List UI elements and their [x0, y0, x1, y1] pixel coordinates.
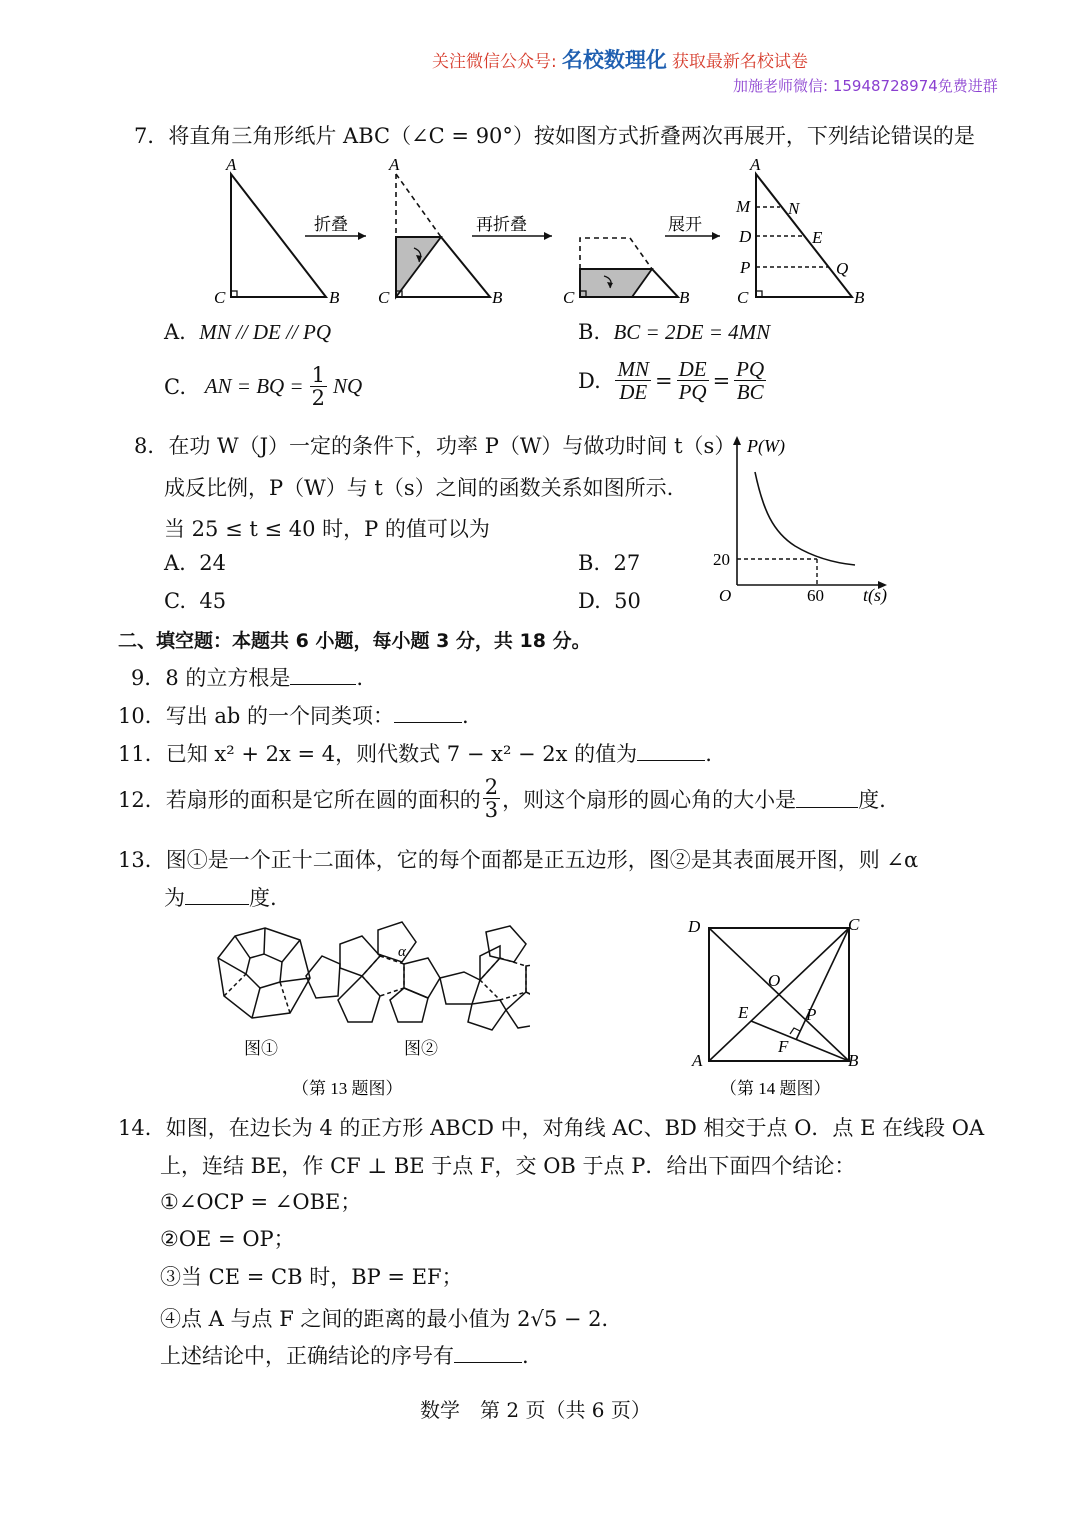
header-wechat: 加施老师微信: 15948728974免费进群: [733, 77, 998, 95]
page-footer: 数学 第 2 页（共 6 页）: [420, 1398, 651, 1422]
dodecahedron-net-figure: [306, 922, 530, 1030]
q12: 12．若扇形的面积是它所在圆的面积的 $\frac{2}{3}$ ，则这个扇形的圆心角的大小是 度.: [118, 775, 886, 823]
q8-line3: 当 25 ≤ t ≤ 40 时，P 的值可以为: [164, 517, 490, 541]
q14-figure: [680, 908, 880, 1108]
unfold-label: 展开: [668, 215, 702, 234]
svg-text:Q: Q: [836, 259, 849, 278]
q9-answer-blank[interactable]: [290, 666, 356, 685]
q10-answer-blank[interactable]: [394, 704, 462, 723]
header-brand: 名校数理化: [561, 48, 667, 72]
q13-figures: [210, 918, 530, 1098]
header-prefix: 关注微信公众号:: [432, 52, 557, 72]
header-line1: [432, 44, 808, 74]
graph-xlabel: t(s): [863, 585, 887, 605]
q8-line2: 成反比例，P（W）与 t（s）之间的函数关系如图所示.: [164, 476, 674, 500]
svg-text:A: A: [750, 155, 761, 174]
q11: 11．已知 x² + 2x = 4，则代数式 7 − x² − 2x 的值为 .: [118, 742, 712, 766]
svg-text:O: O: [768, 971, 781, 990]
q13-answer-blank[interactable]: [185, 886, 249, 905]
svg-text:B: B: [854, 288, 865, 307]
svg-text:C: C: [214, 288, 226, 307]
svg-text:E: E: [738, 1003, 749, 1022]
q8-line1: 8．在功 W（J）一定的条件下，功率 P（W）与做功时间 t（s）: [134, 434, 736, 458]
q12-answer-blank[interactable]: [796, 789, 858, 808]
q13-caption: （第 13 题图）: [292, 1079, 403, 1098]
frac-half: $\frac{1}{2}$: [311, 363, 325, 411]
alpha-label: α: [398, 944, 406, 960]
svg-text:C: C: [563, 288, 575, 307]
q14-line1: 14．如图，在边长为 4 的正方形 ABCD 中，对角线 AC、BD 相交于点 O．点 E 在线段 OA: [118, 1116, 985, 1140]
q8-graph: [705, 430, 915, 610]
q7-stem: 7．将直角三角形纸片 ABC（∠C = 90°）按如图方式折叠两次再展开，下列结论错误的是: [134, 124, 975, 148]
q8-option-d: D. 50: [578, 589, 641, 613]
svg-text:B: B: [848, 1051, 859, 1070]
graph-ylabel: P(W): [747, 436, 785, 456]
q7-figure: [200, 152, 890, 312]
q14-conclusion-4: ④点 A 与点 F 之间的距离的最小值为 2√5 − 2．: [160, 1307, 623, 1331]
graph-ytick: 20: [713, 550, 730, 569]
fig1-label: 图①: [244, 1039, 278, 1058]
svg-text:A: A: [226, 155, 237, 174]
q13-line2: 为 度.: [164, 886, 277, 910]
svg-text:P: P: [740, 258, 751, 277]
fold1-label: 折叠: [314, 215, 348, 234]
svg-text:B: B: [492, 288, 503, 307]
svg-text:F: F: [778, 1037, 789, 1056]
svg-text:P: P: [806, 1005, 817, 1024]
q14-conclusion-2: ②OE = OP；: [160, 1227, 295, 1251]
q14-last-line: 上述结论中，正确结论的序号有 .: [160, 1344, 529, 1368]
svg-text:B: B: [329, 288, 340, 307]
svg-text:M: M: [736, 197, 751, 216]
graph-xtick: 60: [807, 586, 824, 605]
q13-line1: 13．图①是一个正十二面体，它的每个面都是正五边形，图②是其表面展开图，则 ∠α: [118, 848, 919, 872]
svg-text:A: A: [692, 1051, 703, 1070]
svg-text:C: C: [378, 288, 390, 307]
svg-text:C: C: [848, 915, 860, 934]
dodecahedron-figure: [218, 928, 310, 1018]
q9: 9．8 的立方根是 .: [131, 666, 364, 690]
svg-text:B: B: [679, 288, 690, 307]
svg-text:D: D: [688, 917, 701, 936]
q14-line2: 上，连结 BE，作 CF ⊥ BE 于点 F，交 OB 于点 P．给出下面四个结论：: [160, 1154, 856, 1178]
header-suffix: 获取最新名校试卷: [671, 52, 808, 72]
q8-option-b: B. 27: [578, 551, 641, 575]
fig2-label: 图②: [404, 1039, 438, 1058]
q8-option-c: C. 45: [164, 589, 227, 613]
q14-conclusion-3: ③当 CE = CB 时，BP = EF；: [160, 1265, 463, 1289]
fold2-label: 再折叠: [476, 215, 527, 234]
q7-option-d: D. $\frac{MN}{DE}$ = $\frac{DE}{PQ}$ = $\frac{PQ}{BC}$: [578, 357, 765, 405]
q14-answer-blank[interactable]: [454, 1344, 522, 1363]
graph-origin: O: [719, 586, 732, 605]
section-fill-in-title: 二、填空题：本题共 6 小题，每小题 3 分，共 18 分。: [118, 630, 591, 652]
svg-text:E: E: [812, 228, 823, 247]
q7-option-c: C. AN = BQ = $\frac{1}{2}$ NQ: [164, 363, 363, 411]
q12-fraction: $\frac{2}{3}$: [484, 775, 499, 823]
q11-answer-blank[interactable]: [637, 742, 705, 761]
q10: 10．写出 ab 的一个同类项： .: [118, 704, 469, 728]
q14-caption: （第 14 题图）: [720, 1079, 831, 1098]
svg-text:A: A: [389, 155, 400, 174]
svg-text:D: D: [739, 227, 752, 246]
q8-option-a: A. 24: [164, 551, 226, 575]
q14-conclusion-1: ①∠OCP = ∠OBE；: [160, 1190, 362, 1214]
q7-option-b: B. BC = 2DE = 4MN: [578, 320, 771, 344]
q7-option-a: A. MN // DE // PQ: [164, 320, 332, 344]
svg-text:C: C: [737, 288, 749, 307]
svg-text:N: N: [788, 199, 800, 218]
